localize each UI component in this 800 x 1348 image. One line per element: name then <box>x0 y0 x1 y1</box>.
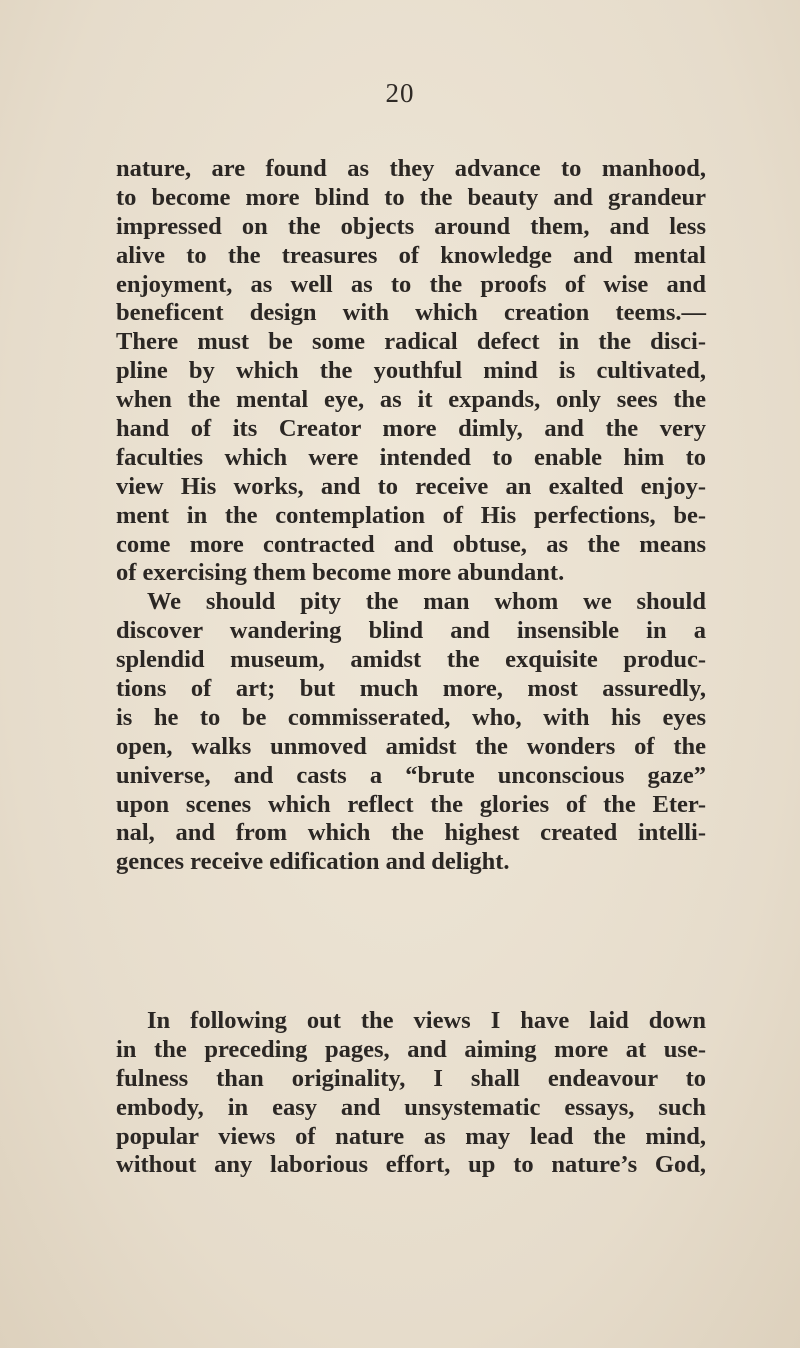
text-line: nal, and from which the highest created intelli- <box>116 819 706 847</box>
text-line: of exercising them become more abundant. <box>116 559 565 587</box>
text-line: tions of art; but much more, most assuredly, <box>116 675 706 703</box>
text-line: splendid museum, amidst the exquisite produc- <box>116 646 706 674</box>
text-line: hand of its Creator more dimly, and the very <box>116 415 706 443</box>
text-line: alive to the treasures of knowledge and mental <box>116 241 706 269</box>
text-line: beneficent design with which creation teems.— <box>116 299 706 327</box>
text-line: gences receive edification and delight. <box>116 848 510 876</box>
page-number: 20 <box>385 78 415 108</box>
text-line: to become more blind to the beauty and grandeur <box>116 183 706 211</box>
text-line: fulness than originality, I shall endeavour to <box>116 1064 706 1092</box>
text-line: is he to be commisserated, who, with his eyes <box>116 703 706 731</box>
text-line: open, walks unmoved amidst the wonders of the <box>116 732 706 760</box>
text-line: In following out the views I have laid down <box>147 1007 706 1034</box>
text-line: ment in the contemplation of His perfections, be- <box>116 501 706 529</box>
text-line: pline by which the youthful mind is cultivated, <box>116 357 706 385</box>
text-line: faculties which were intended to enable him to <box>116 443 706 471</box>
paragraph-1 <box>116 155 706 877</box>
text-line: view His works, and to receive an exalted enjoy- <box>116 472 706 500</box>
text-line: popular views of nature as may lead the mind, <box>116 1122 706 1150</box>
text-line: without any laborious effort, up to nature’s God, <box>116 1151 706 1179</box>
text-line: We should pity the man whom we should <box>147 588 706 616</box>
text-line: in the preceding pages, and aiming more at use- <box>116 1035 706 1063</box>
text-line: embody, in easy and unsystematic essays, such <box>116 1093 706 1121</box>
text-line: There must be some radical defect in the disci- <box>116 328 706 356</box>
text-line: come more contracted and obtuse, as the means <box>116 530 706 558</box>
text-line: universe, and casts a “brute unconscious gaze” <box>116 761 706 789</box>
text-line: nature, are found as they advance to manhood, <box>116 155 706 182</box>
text-line: upon scenes which reflect the glories of the Eter- <box>116 790 706 818</box>
text-line: impressed on the objects around them, and less <box>116 212 706 240</box>
text-line: enjoyment, as well as to the proofs of wise and <box>116 270 706 298</box>
text-line: when the mental eye, as it expands, only sees the <box>116 386 706 414</box>
paragraph-2 <box>116 1007 706 1180</box>
text-line: discover wandering blind and insensible in a <box>116 617 706 645</box>
